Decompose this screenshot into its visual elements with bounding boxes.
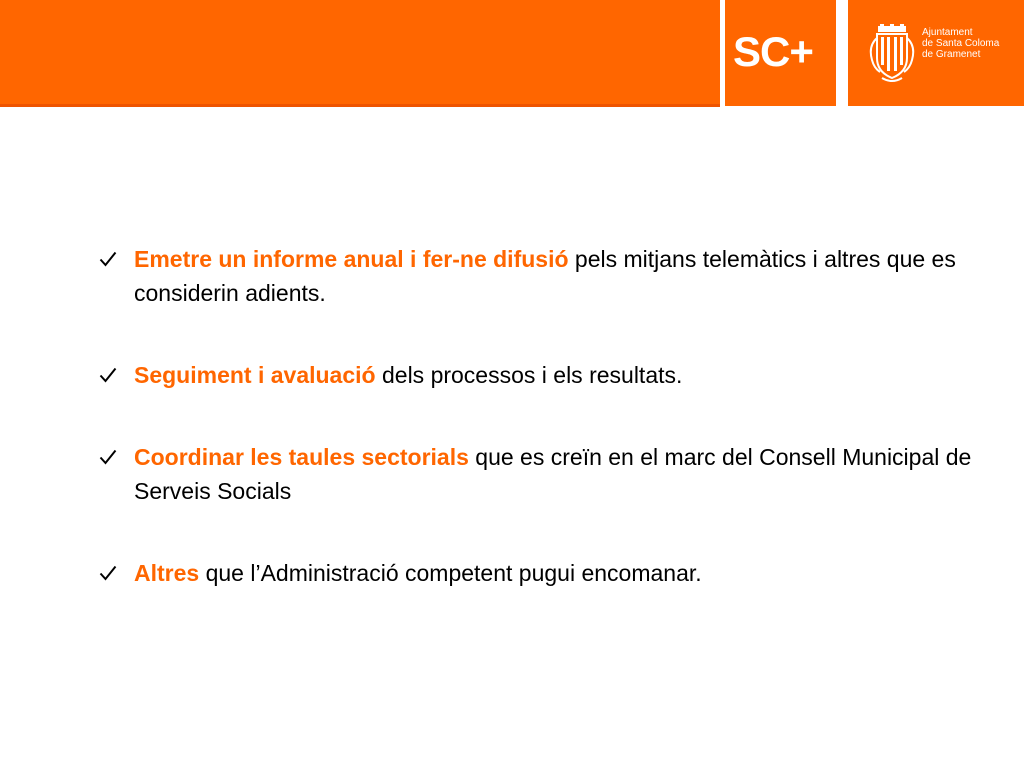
bullet-text: que l’Administració competent pugui encomanar. — [199, 560, 702, 586]
header-divider — [836, 0, 848, 106]
checkmark-icon — [99, 251, 117, 267]
header-bottom-line — [0, 104, 720, 107]
bullet-highlight: Seguiment i avaluació — [134, 362, 376, 388]
municipal-crest-icon — [868, 24, 916, 84]
checkmark-icon — [99, 449, 117, 465]
city-name — [922, 27, 1022, 60]
header-band — [0, 0, 720, 106]
city-name-line: Ajuntament — [922, 27, 973, 38]
bullet-text: que es creïn en el marc del Consell Municipal de Serveis Socials — [134, 444, 972, 504]
sc-logo: SC+ — [733, 28, 813, 75]
checkmark-icon — [99, 565, 117, 581]
bullet-text: dels processos i els resultats. — [375, 362, 683, 388]
bullet-list — [96, 242, 976, 590]
bullet-item — [96, 358, 976, 392]
bullet-highlight: Emetre un informe anual i fer-ne difusió — [134, 246, 569, 272]
header-bar — [0, 0, 1024, 108]
bullet-item — [96, 556, 976, 590]
bullet-text: pels mitjans telemàtics i altres que es considerin adients. — [134, 246, 956, 306]
bullet-item — [96, 440, 976, 508]
checkmark-icon — [99, 367, 117, 383]
city-name-line: de Santa Coloma — [922, 38, 1000, 49]
bullet-item — [96, 242, 976, 310]
bullet-highlight: Altres — [134, 560, 200, 586]
bullet-highlight: Coordinar les taules sectorials — [134, 444, 469, 470]
city-name-line: de Gramenet — [922, 49, 981, 60]
